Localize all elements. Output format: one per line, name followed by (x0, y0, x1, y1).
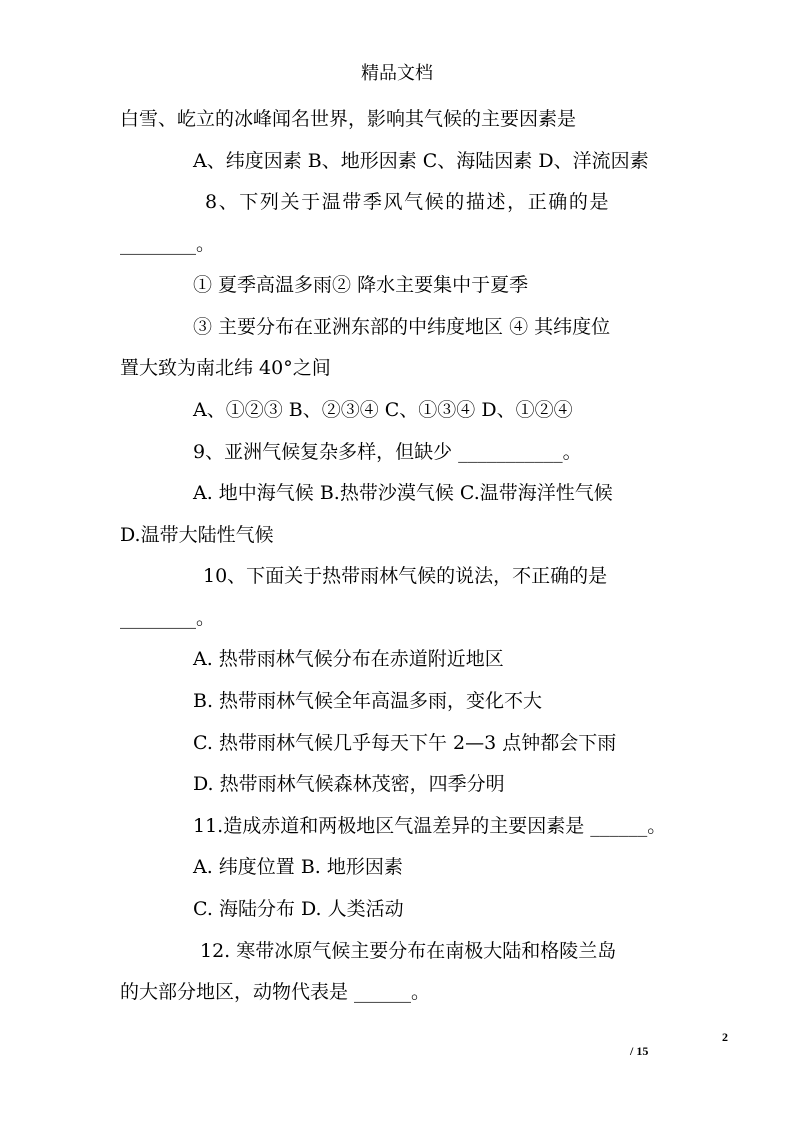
question-9-options-cont: D.温带大陆性气候 (120, 524, 274, 546)
text-line-1: 白雪、屹立的冰峰闻名世界，影响其气候的主要因素是 (120, 108, 577, 130)
question-9-stem: 9、亚洲气候复杂多样，但缺少 ___________。 (193, 441, 582, 463)
question-8-options: A、①②③ B、②③④ C、①③④ D、①②④ (193, 399, 573, 421)
question-8-blank: ________。 (120, 233, 216, 255)
question-7-options: A、纬度因素 B、地形因素 C、海陆因素 D、洋流因素 (193, 150, 649, 172)
question-8-statement-1-2: ① 夏季高温多雨② 降水主要集中于夏季 (193, 274, 529, 296)
question-10-option-d: D. 热带雨林气候森林茂密，四季分明 (193, 773, 505, 795)
question-9-options: A. 地中海气候 B.热带沙漠气候 C.温带海洋性气候 (193, 482, 613, 504)
question-12-stem-cont: 的大部分地区，动物代表是 ______。 (120, 981, 431, 1003)
question-11-options-ab: A. 纬度位置 B. 地形因素 (193, 856, 403, 878)
question-10-option-c: C. 热带雨林气候几乎每天下午 2—3 点钟都会下雨 (193, 732, 617, 754)
page-header-title: 精品文档 (361, 63, 433, 84)
question-10-option-b: B. 热带雨林气候全年高温多雨，变化不大 (193, 690, 543, 712)
question-11-stem: 11.造成赤道和两极地区气温差异的主要因素是 ______。 (193, 815, 667, 837)
question-11-options-cd: C. 海陆分布 D. 人类活动 (193, 898, 404, 920)
page-number: 2 (722, 1030, 728, 1044)
question-10-stem: 10、下面关于热带雨林气候的说法，不正确的是 (203, 565, 608, 587)
question-10-blank: ________。 (120, 607, 216, 629)
question-10-option-a: A. 热带雨林气候分布在赤道附近地区 (193, 648, 504, 670)
question-8-statement-3-4: ③ 主要分布在亚洲东部的中纬度地区 ④ 其纬度位 (193, 316, 611, 338)
question-12-stem: 12. 寒带冰原气候主要分布在南极大陆和格陵兰岛 (200, 940, 617, 962)
question-8-statement-4-cont: 置大致为南北纬 40°之间 (120, 357, 331, 379)
question-8-stem: 8、下列关于温带季风气候的描述，正确的是 (205, 191, 611, 213)
page-total: / 15 (630, 1044, 649, 1058)
